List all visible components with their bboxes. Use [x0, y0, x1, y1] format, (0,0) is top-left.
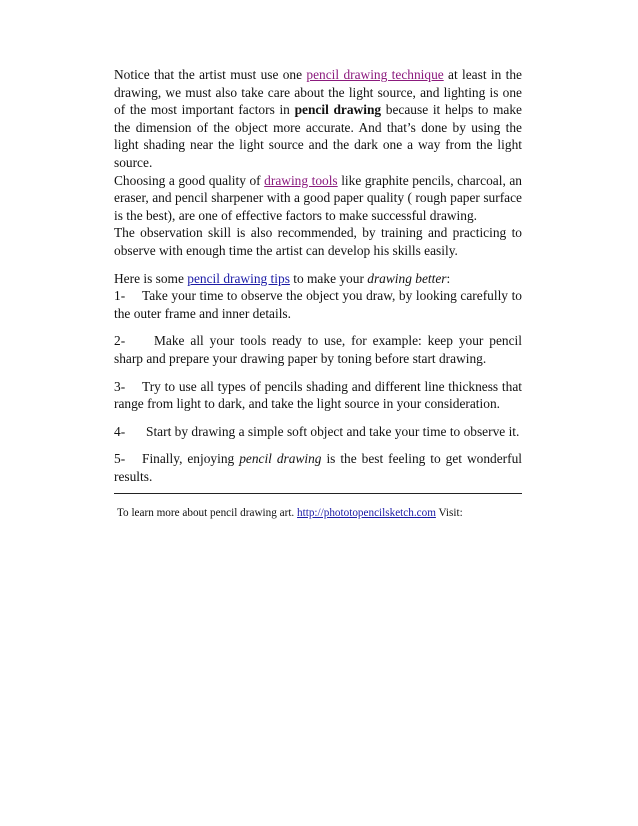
link-website[interactable]: http://phototopencilsketch.com [297, 507, 436, 520]
text: like graphite pencils, charcoal, an eraser, and pencil sharpener with a good paper quality ( rough paper surface is the best), are one of effective factors to make successful drawing. [114, 172, 522, 223]
italic-pencil-drawing: pencil drawing [239, 451, 322, 467]
link-drawing-tools[interactable]: drawing tools [264, 172, 338, 188]
text: at least in the drawing, we must also take care about the light source, and lighting is one of the most important factors in [114, 67, 522, 118]
tip-number: 1- [114, 288, 126, 304]
tip-text: Try to use all types of pencils shading and different line thickness that range from light to dark, and take the light source in your consideration. [114, 378, 522, 412]
paragraph-tips-intro [114, 270, 522, 288]
text: to make your [289, 270, 368, 286]
tip-number: 4- [114, 423, 126, 439]
paragraph-observation: The observation skill is also recommended, by training and practicing to observe with enough time the artist can develop his skills easily. [114, 225, 522, 258]
paragraph-tools [114, 172, 522, 225]
tip-number: 5- [114, 451, 126, 467]
link-pencil-drawing-technique[interactable]: pencil drawing technique [306, 67, 444, 82]
italic-drawing-better: drawing better [367, 270, 447, 286]
paragraph-lighting [114, 66, 522, 172]
text: : [446, 270, 451, 286]
text: Choosing a good quality of [114, 172, 265, 188]
tip-1 [114, 287, 522, 322]
tip-number: 2- [114, 333, 126, 349]
text: Finally, enjoying [142, 451, 240, 467]
text: To learn more about pencil drawing art. [117, 507, 298, 520]
tip-3 [114, 378, 522, 413]
tip-number: 3- [114, 378, 126, 394]
text: is the best feeling to get wonderful results. [114, 451, 522, 484]
tip-4 [114, 423, 522, 441]
tip-text: Make all your tools ready to use, for example: keep your pencil sharp and prepare your drawing paper by toning before start drawing. [114, 333, 522, 366]
tip-text: Take your time to observe the object you draw, by looking carefully to the outer frame and inner details. [114, 288, 522, 321]
text: Notice that the artist must use one [114, 67, 307, 82]
text: Here is some [114, 270, 188, 286]
tip-5 [114, 450, 522, 485]
link-pencil-drawing-tips[interactable]: pencil drawing tips [187, 270, 290, 286]
footer-note [117, 506, 522, 520]
divider [114, 493, 522, 494]
bold-pencil-drawing: pencil drawing [294, 102, 382, 118]
tip-text: Start by drawing a simple soft object and take your time to observe it. [146, 423, 520, 439]
document-body [114, 66, 522, 520]
tip-2 [114, 332, 522, 367]
text: because it helps to make the dimension of the object more accurate. And that’s done by using the light shading near the light source and the dark one a way from the light source. [114, 102, 522, 170]
text: Visit: [435, 507, 463, 520]
